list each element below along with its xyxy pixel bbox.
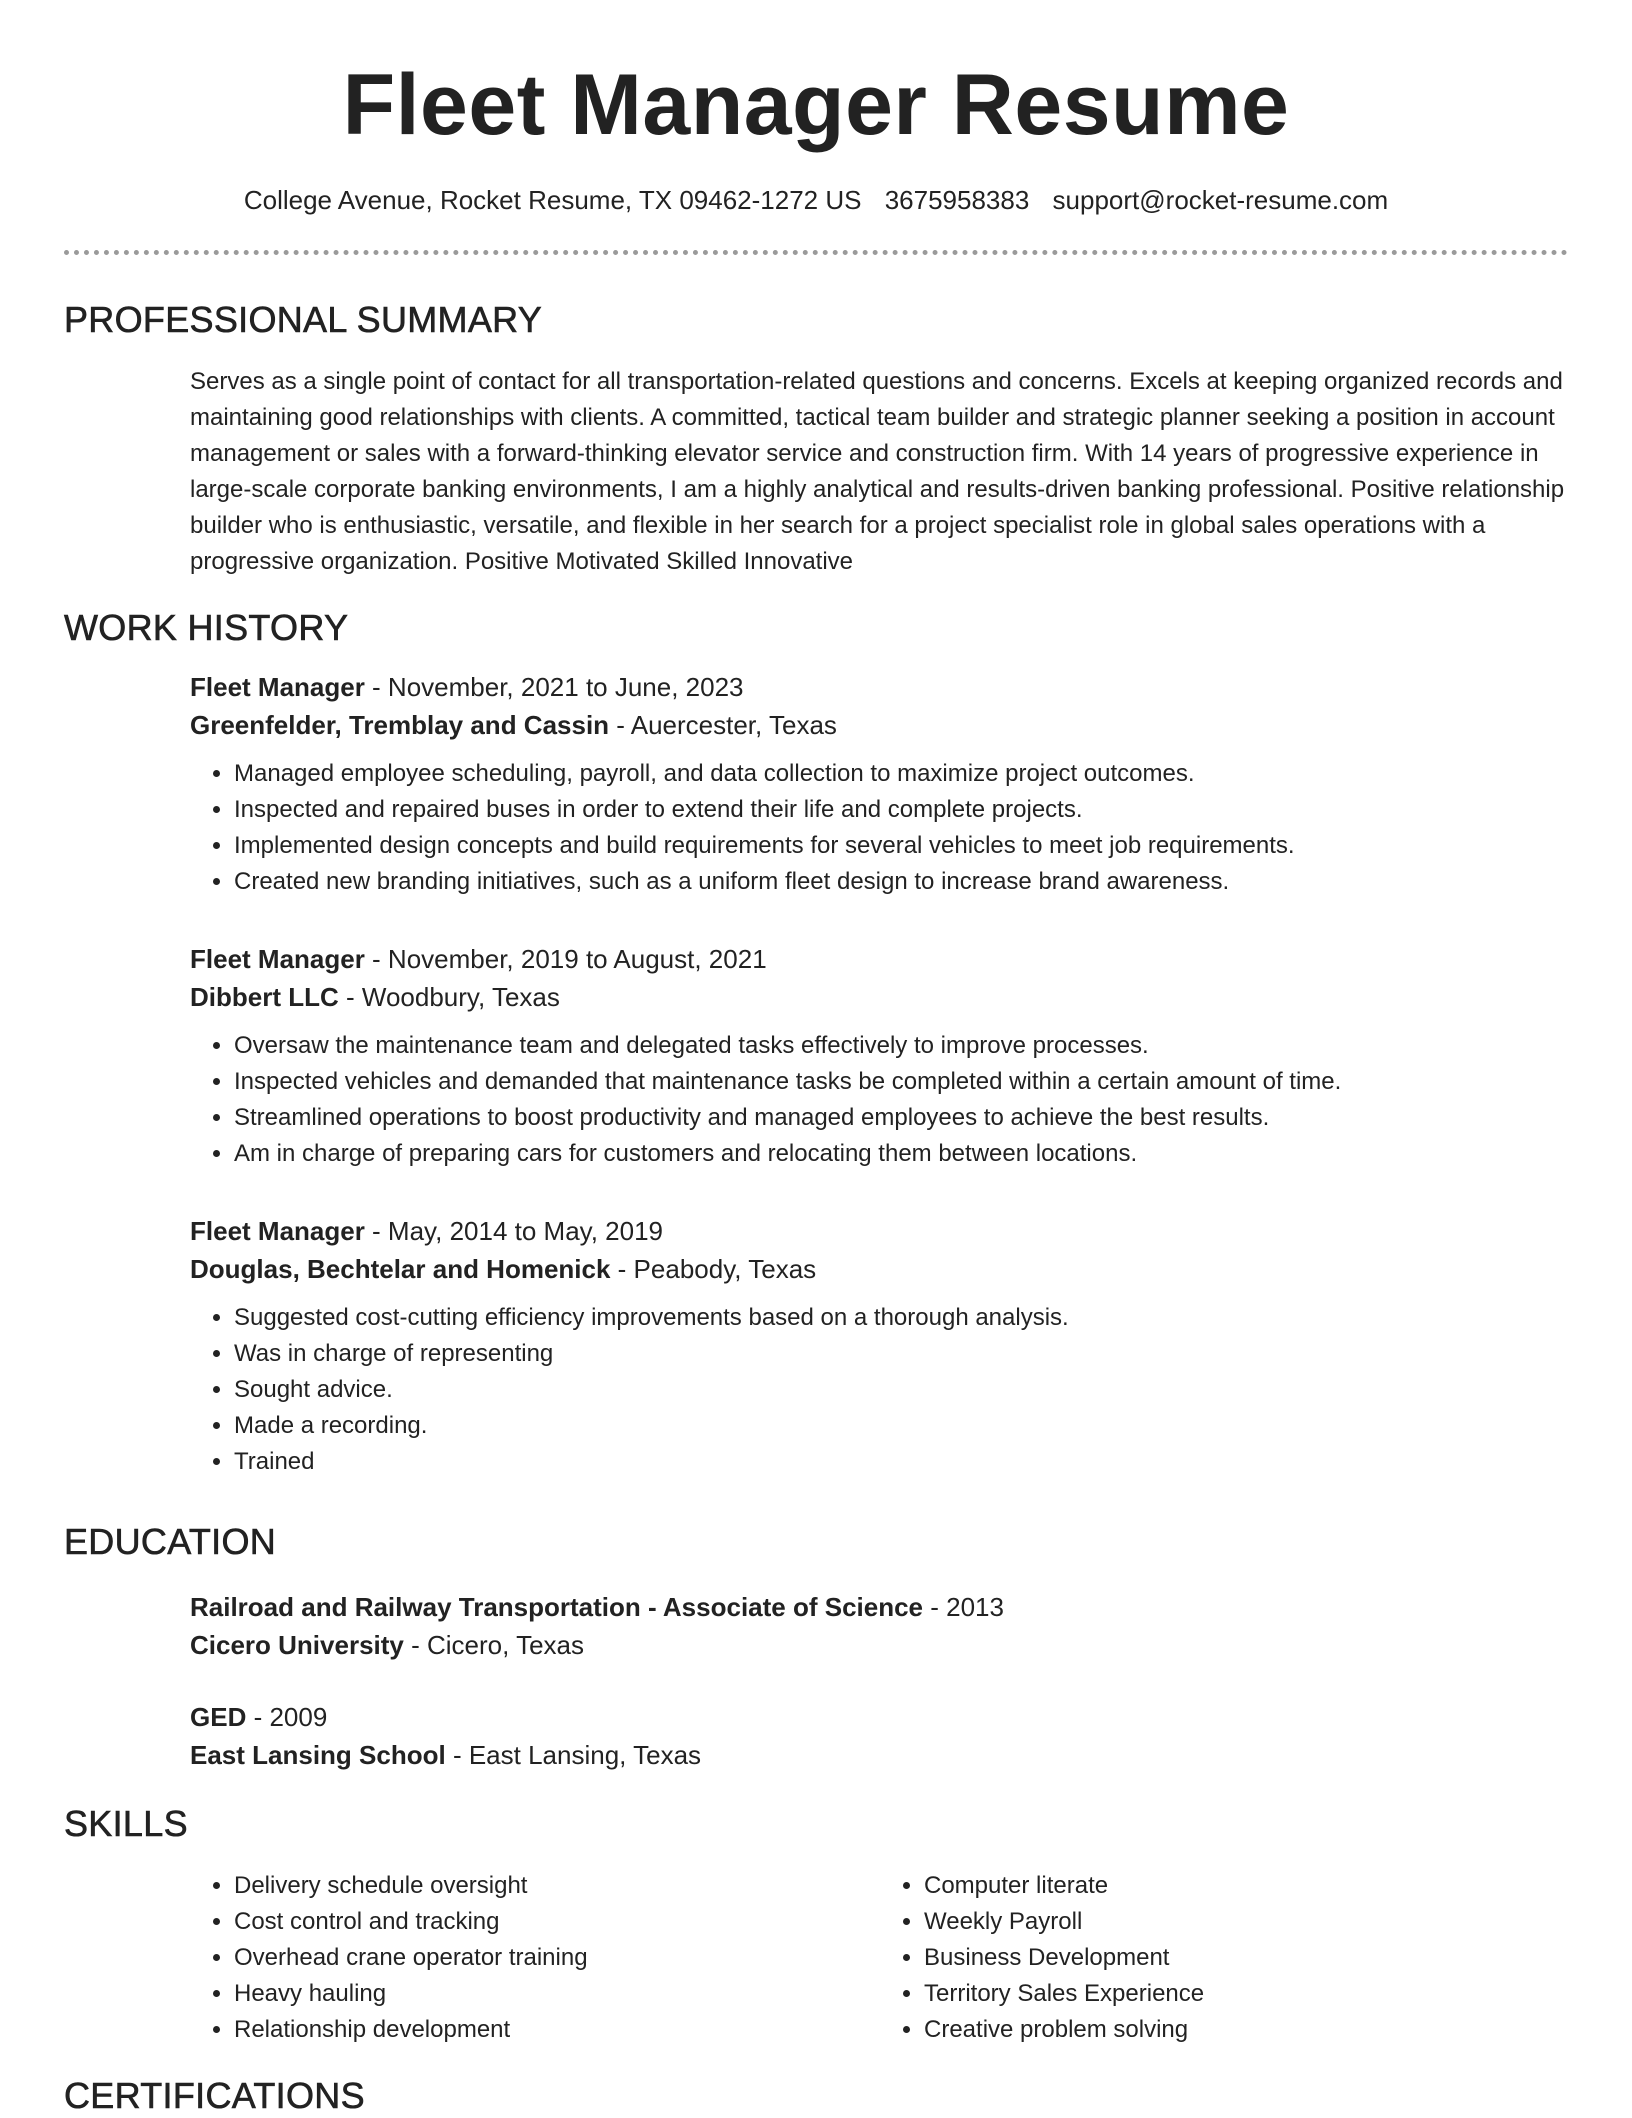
job-company: Dibbert LLC: [190, 982, 339, 1012]
education-year: - 2013: [923, 1592, 1004, 1622]
education-entry-2: [190, 1698, 1570, 1774]
job-bullets: [190, 756, 1570, 900]
resume-title: Fleet Manager Resume: [342, 57, 1290, 153]
skill-item: • Weekly Payroll: [924, 1904, 1570, 1940]
job-bullet: • Trained: [234, 1444, 1570, 1480]
education-year: - 2009: [246, 1702, 328, 1732]
section-title-skills: SKILLS: [64, 1803, 188, 1844]
section-title-summary: PROFESSIONAL SUMMARY: [64, 299, 543, 340]
job-location: - Auercester, Texas: [609, 710, 837, 740]
job-bullet: • Am in charge of preparing cars for customers and relocating them between locations.: [234, 1136, 1570, 1172]
summary-text: Serves as a single point of contact for all transportation-related questions and concerns. Excels at keeping organized records and maintaining good relationships with clients. A committed, tactical team builder and strategic planner seeking a position in account management or sales with a forward-thinking elevator service and construction firm. With 14 years of progressive experience in large-scale corporate banking environments, I am a highly analytical and results-driven banking professional. Positive relationship builder who is enthusiastic, versatile, and flexible in her search for a project specialist role in global sales operations with a progressive organization. Positive Motivated Skilled Innovative: [190, 368, 1565, 575]
job-bullets: [190, 1028, 1570, 1172]
skill-item: • Business Development: [924, 1940, 1570, 1976]
skill-item: • Computer literate: [924, 1868, 1570, 1904]
job-bullet: • Sought advice.: [234, 1372, 1570, 1408]
skills-column-right: [880, 1868, 1570, 2048]
job-bullet: • Managed employee scheduling, payroll, and data collection to maximize project outcomes.: [234, 756, 1570, 792]
job-bullet: • Streamlined operations to boost productivity and managed employees to achieve the best results.: [234, 1100, 1570, 1136]
job-entry-3: [190, 1212, 1570, 1480]
job-bullets: [190, 1300, 1570, 1480]
skill-item: • Cost control and tracking: [234, 1904, 880, 1940]
contact-phone: 3675958383: [884, 185, 1030, 215]
section-title-certifications: CERTIFICATIONS: [64, 2075, 365, 2116]
education-degree-line: [190, 1698, 1570, 1736]
skill-item: • Creative problem solving: [924, 2012, 1570, 2048]
education-degree: GED: [190, 1702, 247, 1732]
job-dates: - November, 2019 to August, 2021: [364, 944, 767, 974]
education-degree-line: [190, 1588, 1570, 1626]
skill-item: • Overhead crane operator training: [234, 1940, 880, 1976]
education-school-line: [190, 1626, 1570, 1664]
job-company-line: [190, 1250, 1570, 1288]
job-title: Fleet Manager: [190, 672, 365, 702]
contact-address: College Avenue, Rocket Resume, TX 09462-1272 US: [243, 185, 862, 215]
job-company-line: [190, 978, 1570, 1016]
job-bullet: • Suggested cost-cutting efficiency improvements based on a thorough analysis.: [234, 1300, 1570, 1336]
job-bullet: • Created new branding initiatives, such as a uniform fleet design to increase brand awareness.: [234, 864, 1570, 900]
job-location: - Peabody, Texas: [610, 1254, 817, 1284]
job-bullet: • Inspected vehicles and demanded that maintenance tasks be completed within a certain amount of time.: [234, 1064, 1570, 1100]
education-school: Cicero University: [190, 1630, 404, 1660]
education-degree: Railroad and Railway Transportation - Associate of Science: [190, 1592, 924, 1622]
job-title-line: [190, 940, 1570, 978]
skills-column-left: [190, 1868, 880, 2048]
skill-item: • Delivery schedule oversight: [234, 1868, 880, 1904]
job-company: Douglas, Bechtelar and Homenick: [190, 1254, 611, 1284]
education-location: - Cicero, Texas: [403, 1630, 585, 1660]
job-location: - Woodbury, Texas: [338, 982, 560, 1012]
job-title: Fleet Manager: [190, 944, 365, 974]
skills-list: [190, 1868, 1570, 2048]
skill-item: • Territory Sales Experience: [924, 1976, 1570, 2012]
education-entry-1: [190, 1588, 1570, 1664]
skill-item: • Relationship development: [234, 2012, 880, 2048]
job-bullet: • Inspected and repaired buses in order to extend their life and complete projects.: [234, 792, 1570, 828]
education-school: East Lansing School: [190, 1740, 446, 1770]
job-title-line: [190, 668, 1570, 706]
job-title: Fleet Manager: [190, 1216, 365, 1246]
job-bullet: • Made a recording.: [234, 1408, 1570, 1444]
job-dates: - May, 2014 to May, 2019: [364, 1216, 664, 1246]
job-bullet: • Was in charge of representing: [234, 1336, 1570, 1372]
header-divider: [64, 250, 1568, 255]
contact-line: [0, 180, 1632, 220]
job-dates: - November, 2021 to June, 2023: [364, 672, 744, 702]
skill-item: • Heavy hauling: [234, 1976, 880, 2012]
section-title-work-history: WORK HISTORY: [64, 607, 349, 648]
job-title-line: [190, 1212, 1570, 1250]
job-company-line: [190, 706, 1570, 744]
job-bullet: • Implemented design concepts and build requirements for several vehicles to meet job requirements.: [234, 828, 1570, 864]
section-title-education: EDUCATION: [64, 1521, 277, 1562]
job-entry-2: [190, 940, 1570, 1172]
contact-email: support@rocket-resume.com: [1052, 185, 1389, 215]
job-bullet: • Oversaw the maintenance team and delegated tasks effectively to improve processes.: [234, 1028, 1570, 1064]
job-company: Greenfelder, Tremblay and Cassin: [190, 710, 610, 740]
education-location: - East Lansing, Texas: [445, 1740, 702, 1770]
job-entry-1: [190, 668, 1570, 900]
education-school-line: [190, 1736, 1570, 1774]
